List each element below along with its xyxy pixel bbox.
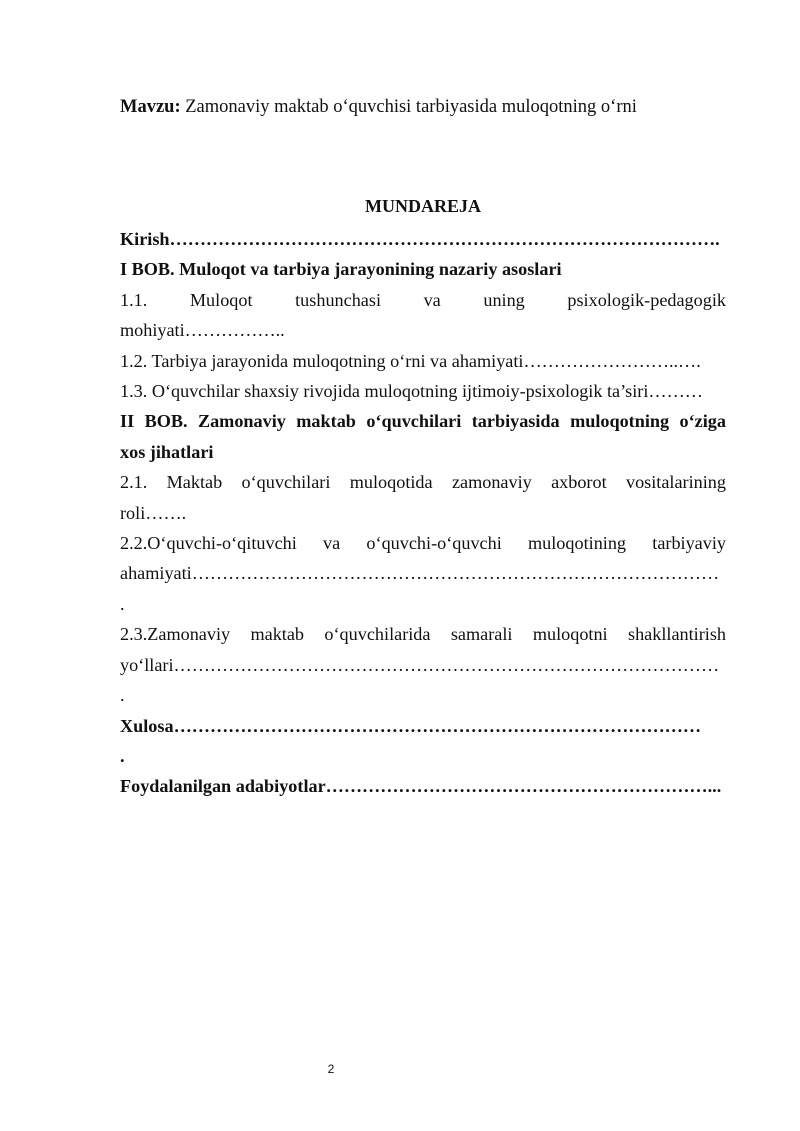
page-number: 2: [327, 1062, 335, 1076]
table-of-contents: [120, 224, 726, 802]
toc-entry-2-3-end: .: [120, 685, 125, 706]
toc-entry-2-3-continued: yo‘llari………………………………………………………………………………: [120, 654, 720, 675]
toc-entry-adabiyotlar: Foydalanilgan adabiyotlar………………………………………………………...: [120, 776, 722, 797]
toc-entry-chapter-1: I BOB. Muloqot va tarbiya jarayonining nazariy asoslari: [120, 259, 562, 280]
toc-entry-xulosa-end: .: [120, 745, 125, 766]
toc-entry-2-2: 2.2.O‘quvchi-o‘qituvchi va o‘quvchi-o‘quvchi muloqotining tarbiyaviy: [120, 533, 726, 554]
topic-text: Zamonaviy maktab o‘quvchisi tarbiyasida muloqotning o‘rni: [185, 97, 637, 117]
toc-entry-xulosa: Xulosa……………………………………………………………………………: [120, 715, 702, 736]
toc-entry-2-2-end: .: [120, 593, 125, 614]
toc-title: MUNDAREJA: [365, 196, 481, 216]
toc-entry-kirish: Kirish……………………………………………………………………………….: [120, 229, 720, 249]
toc-entry-2-1-continued: roli…….: [120, 502, 187, 523]
toc-entry-2-1: 2.1. Maktab o‘quvchilari muloqotida zamonaviy axborot vositalarining: [120, 472, 726, 493]
toc-entry-1-1-continued: mohiyati……………..: [120, 320, 285, 341]
topic-label: Mavzu:: [120, 97, 181, 117]
toc-entry-chapter-2: II BOB. Zamonaviy maktab o‘quvchilari tarbiyasida muloqotning o‘ziga: [120, 411, 726, 432]
toc-entry-1-3: 1.3. O‘quvchilar shaxsiy rivojida muloqotning ijtimoiy-psixologik ta’siri………: [120, 381, 703, 402]
toc-entry-2-2-continued: ahamiyati……………………………………………………………………………: [120, 563, 720, 584]
toc-entry-1-2: 1.2. Tarbiya jarayonida muloqotning o‘rni va ahamiyati……………………..….: [120, 350, 701, 371]
toc-entry-chapter-2-continued: xos jihatlari: [120, 441, 214, 462]
toc-entry-2-3: 2.3.Zamonaviy maktab o‘quvchilarida samarali muloqotni shakllantirish: [120, 624, 726, 645]
topic-line: [120, 94, 637, 120]
toc-entry-1-1: 1.1. Muloqot tushunchasi va uning psixologik-pedagogik: [120, 289, 726, 310]
